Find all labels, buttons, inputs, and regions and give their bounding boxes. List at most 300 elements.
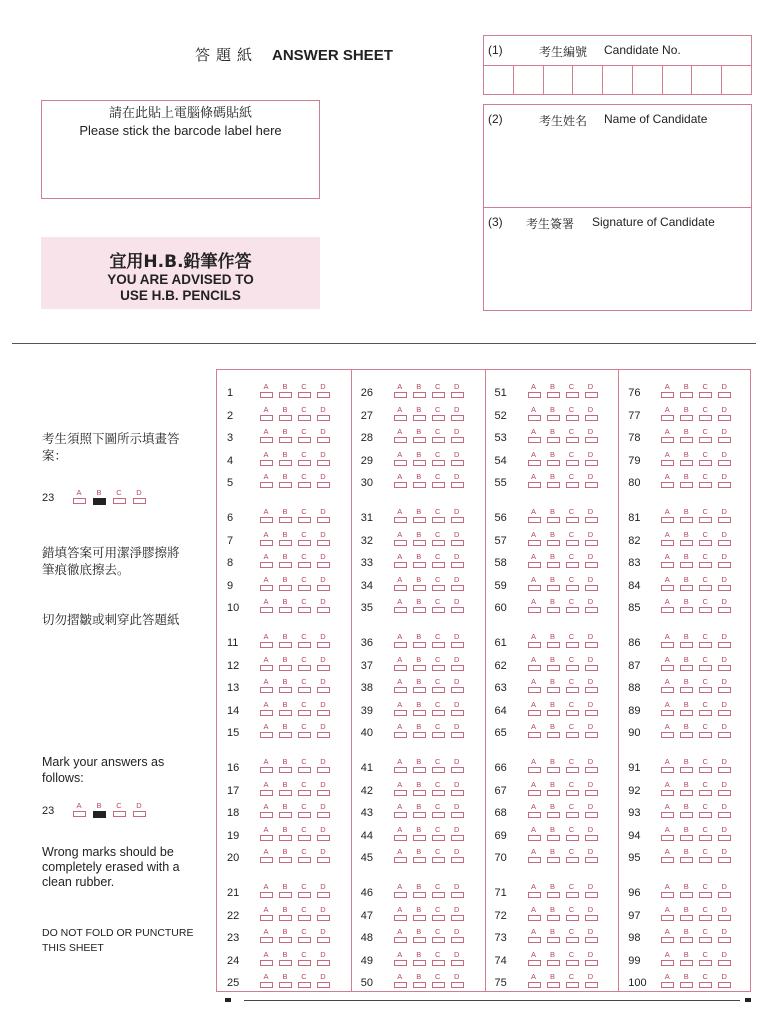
option-c-bubble[interactable] xyxy=(565,597,579,617)
option-d-bubble[interactable] xyxy=(316,472,330,492)
option-box[interactable] xyxy=(394,437,407,443)
option-box[interactable] xyxy=(451,982,464,988)
option-box[interactable] xyxy=(585,812,598,818)
option-box[interactable] xyxy=(528,687,541,693)
option-d-bubble[interactable] xyxy=(584,802,598,822)
option-box[interactable] xyxy=(566,710,579,716)
option-box[interactable] xyxy=(298,857,311,863)
option-c-bubble[interactable] xyxy=(565,632,579,652)
option-box[interactable] xyxy=(394,937,407,943)
option-c-bubble[interactable] xyxy=(565,382,579,402)
option-box[interactable] xyxy=(451,585,464,591)
option-a-bubble[interactable] xyxy=(527,677,541,697)
option-a-bubble[interactable] xyxy=(660,655,674,675)
option-b-bubble[interactable] xyxy=(546,405,560,425)
option-box[interactable] xyxy=(298,937,311,943)
option-box[interactable] xyxy=(566,482,579,488)
option-b-bubble[interactable] xyxy=(679,472,693,492)
option-box[interactable] xyxy=(661,482,674,488)
option-a-bubble[interactable] xyxy=(393,847,407,867)
option-d-bubble[interactable] xyxy=(450,905,464,925)
option-box[interactable] xyxy=(566,392,579,398)
option-b-bubble[interactable] xyxy=(679,825,693,845)
option-box[interactable] xyxy=(528,960,541,966)
option-c-bubble[interactable] xyxy=(431,450,445,470)
option-c-bubble[interactable] xyxy=(565,405,579,425)
option-c-bubble[interactable] xyxy=(297,552,311,572)
option-c-bubble[interactable] xyxy=(698,700,712,720)
option-box[interactable] xyxy=(566,437,579,443)
option-box[interactable] xyxy=(93,811,106,818)
option-b-bubble[interactable] xyxy=(278,882,292,902)
option-box[interactable] xyxy=(699,642,712,648)
option-box[interactable] xyxy=(279,892,292,898)
option-b-bubble[interactable] xyxy=(546,597,560,617)
option-a-bubble[interactable] xyxy=(393,655,407,675)
option-a-bubble[interactable] xyxy=(393,382,407,402)
option-b-bubble[interactable] xyxy=(679,927,693,947)
option-box[interactable] xyxy=(413,437,426,443)
option-box[interactable] xyxy=(394,892,407,898)
option-box[interactable] xyxy=(279,960,292,966)
option-b-bubble[interactable] xyxy=(278,552,292,572)
option-box[interactable] xyxy=(279,415,292,421)
option-box[interactable] xyxy=(718,482,731,488)
option-box[interactable] xyxy=(528,392,541,398)
option-box[interactable] xyxy=(528,892,541,898)
option-c-bubble[interactable] xyxy=(297,825,311,845)
option-c-bubble[interactable] xyxy=(698,757,712,777)
option-d-bubble[interactable] xyxy=(316,927,330,947)
option-a-bubble[interactable] xyxy=(527,405,541,425)
option-a-bubble[interactable] xyxy=(259,507,273,527)
option-c-bubble[interactable] xyxy=(297,927,311,947)
option-box[interactable] xyxy=(718,540,731,546)
option-box[interactable] xyxy=(432,710,445,716)
option-a-bubble[interactable] xyxy=(527,972,541,992)
option-box[interactable] xyxy=(566,732,579,738)
option-box[interactable] xyxy=(585,687,598,693)
option-d-bubble[interactable] xyxy=(584,427,598,447)
option-box[interactable] xyxy=(394,607,407,613)
option-box[interactable] xyxy=(317,585,330,591)
option-b-bubble[interactable] xyxy=(412,472,426,492)
option-box[interactable] xyxy=(718,460,731,466)
option-c-bubble[interactable] xyxy=(297,575,311,595)
option-c-bubble[interactable] xyxy=(565,847,579,867)
option-box[interactable] xyxy=(279,857,292,863)
option-c-bubble[interactable] xyxy=(297,905,311,925)
option-d-bubble[interactable] xyxy=(584,450,598,470)
option-b-bubble[interactable] xyxy=(679,802,693,822)
option-box[interactable] xyxy=(317,982,330,988)
option-box[interactable] xyxy=(718,982,731,988)
option-d-bubble[interactable] xyxy=(717,780,731,800)
option-box[interactable] xyxy=(260,687,273,693)
option-box[interactable] xyxy=(680,460,693,466)
option-box[interactable] xyxy=(680,892,693,898)
option-b-bubble[interactable] xyxy=(278,632,292,652)
option-box[interactable] xyxy=(680,790,693,796)
option-box[interactable] xyxy=(279,937,292,943)
option-box[interactable] xyxy=(298,960,311,966)
option-box[interactable] xyxy=(298,812,311,818)
option-b-bubble[interactable] xyxy=(278,757,292,777)
option-box[interactable] xyxy=(547,482,560,488)
option-b-bubble[interactable] xyxy=(412,405,426,425)
option-c-bubble[interactable] xyxy=(297,632,311,652)
option-box[interactable] xyxy=(279,607,292,613)
option-c-bubble[interactable] xyxy=(297,882,311,902)
option-a-bubble[interactable] xyxy=(660,847,674,867)
option-box[interactable] xyxy=(547,607,560,613)
option-a-bubble[interactable] xyxy=(259,722,273,742)
option-box[interactable] xyxy=(680,392,693,398)
option-a-bubble[interactable] xyxy=(660,757,674,777)
option-box[interactable] xyxy=(260,892,273,898)
option-b-bubble[interactable] xyxy=(546,882,560,902)
option-box[interactable] xyxy=(298,732,311,738)
option-box[interactable] xyxy=(718,585,731,591)
option-box[interactable] xyxy=(528,562,541,568)
option-box[interactable] xyxy=(133,498,146,504)
option-box[interactable] xyxy=(413,767,426,773)
option-box[interactable] xyxy=(585,460,598,466)
option-c-bubble[interactable] xyxy=(431,655,445,675)
option-c-bubble[interactable] xyxy=(297,427,311,447)
option-box[interactable] xyxy=(585,517,598,523)
option-box[interactable] xyxy=(528,937,541,943)
option-b-bubble[interactable] xyxy=(679,677,693,697)
option-box[interactable] xyxy=(680,607,693,613)
option-d-bubble[interactable] xyxy=(717,530,731,550)
option-d-bubble[interactable] xyxy=(584,927,598,947)
option-box[interactable] xyxy=(680,482,693,488)
option-box[interactable] xyxy=(279,482,292,488)
option-box[interactable] xyxy=(413,585,426,591)
option-b-bubble[interactable] xyxy=(278,847,292,867)
option-b-bubble[interactable] xyxy=(546,722,560,742)
option-box[interactable] xyxy=(413,937,426,943)
option-b-bubble[interactable] xyxy=(278,597,292,617)
option-box[interactable] xyxy=(317,687,330,693)
option-a-bubble[interactable] xyxy=(527,927,541,947)
option-box[interactable] xyxy=(699,540,712,546)
option-box[interactable] xyxy=(680,642,693,648)
option-d-bubble[interactable] xyxy=(717,597,731,617)
option-d-bubble[interactable] xyxy=(450,450,464,470)
option-c-bubble[interactable] xyxy=(698,722,712,742)
option-box[interactable] xyxy=(260,460,273,466)
candidate-digit-cell[interactable] xyxy=(663,65,693,94)
option-a-bubble[interactable] xyxy=(259,472,273,492)
option-box[interactable] xyxy=(585,665,598,671)
option-box[interactable] xyxy=(566,857,579,863)
option-box[interactable] xyxy=(413,642,426,648)
option-a-bubble[interactable] xyxy=(393,427,407,447)
option-b-bubble[interactable] xyxy=(679,597,693,617)
candidate-digit-cell[interactable] xyxy=(603,65,633,94)
option-box[interactable] xyxy=(585,540,598,546)
option-b-bubble[interactable] xyxy=(278,575,292,595)
option-box[interactable] xyxy=(317,732,330,738)
option-a-bubble[interactable] xyxy=(527,450,541,470)
option-a-bubble[interactable] xyxy=(660,950,674,970)
option-d-bubble[interactable] xyxy=(717,405,731,425)
option-d-bubble[interactable] xyxy=(450,632,464,652)
option-d-bubble[interactable] xyxy=(450,780,464,800)
option-b-bubble[interactable] xyxy=(546,950,560,970)
option-box[interactable] xyxy=(432,937,445,943)
option-b-bubble[interactable] xyxy=(546,905,560,925)
option-d-bubble[interactable] xyxy=(450,575,464,595)
option-box[interactable] xyxy=(113,498,126,504)
option-a-bubble[interactable] xyxy=(72,488,86,508)
option-box[interactable] xyxy=(699,857,712,863)
option-box[interactable] xyxy=(394,710,407,716)
option-box[interactable] xyxy=(260,710,273,716)
option-box[interactable] xyxy=(394,915,407,921)
option-b-bubble[interactable] xyxy=(546,530,560,550)
option-c-bubble[interactable] xyxy=(698,677,712,697)
option-c-bubble[interactable] xyxy=(698,802,712,822)
option-box[interactable] xyxy=(93,498,106,505)
option-box[interactable] xyxy=(718,790,731,796)
option-c-bubble[interactable] xyxy=(431,677,445,697)
option-box[interactable] xyxy=(585,790,598,796)
option-box[interactable] xyxy=(317,415,330,421)
option-c-bubble[interactable] xyxy=(565,655,579,675)
option-a-bubble[interactable] xyxy=(393,677,407,697)
option-box[interactable] xyxy=(547,540,560,546)
option-box[interactable] xyxy=(432,585,445,591)
option-box[interactable] xyxy=(566,460,579,466)
option-a-bubble[interactable] xyxy=(660,677,674,697)
option-c-bubble[interactable] xyxy=(698,905,712,925)
option-c-bubble[interactable] xyxy=(431,405,445,425)
option-box[interactable] xyxy=(260,585,273,591)
option-box[interactable] xyxy=(279,982,292,988)
option-d-bubble[interactable] xyxy=(717,507,731,527)
option-b-bubble[interactable] xyxy=(412,780,426,800)
option-a-bubble[interactable] xyxy=(259,927,273,947)
option-box[interactable] xyxy=(699,710,712,716)
option-c-bubble[interactable] xyxy=(431,927,445,947)
option-a-bubble[interactable] xyxy=(527,655,541,675)
option-box[interactable] xyxy=(279,437,292,443)
option-a-bubble[interactable] xyxy=(527,950,541,970)
option-d-bubble[interactable] xyxy=(717,802,731,822)
option-box[interactable] xyxy=(718,710,731,716)
option-box[interactable] xyxy=(528,857,541,863)
option-c-bubble[interactable] xyxy=(431,757,445,777)
option-box[interactable] xyxy=(451,767,464,773)
option-box[interactable] xyxy=(413,460,426,466)
option-a-bubble[interactable] xyxy=(660,530,674,550)
option-b-bubble[interactable] xyxy=(412,450,426,470)
option-c-bubble[interactable] xyxy=(297,530,311,550)
option-a-bubble[interactable] xyxy=(527,802,541,822)
option-c-bubble[interactable] xyxy=(698,825,712,845)
option-b-bubble[interactable] xyxy=(546,427,560,447)
option-box[interactable] xyxy=(566,687,579,693)
option-box[interactable] xyxy=(317,915,330,921)
option-box[interactable] xyxy=(451,482,464,488)
option-b-bubble[interactable] xyxy=(679,530,693,550)
option-c-bubble[interactable] xyxy=(565,575,579,595)
option-b-bubble[interactable] xyxy=(679,950,693,970)
option-d-bubble[interactable] xyxy=(450,825,464,845)
option-d-bubble[interactable] xyxy=(316,802,330,822)
option-box[interactable] xyxy=(547,857,560,863)
option-box[interactable] xyxy=(279,665,292,671)
option-box[interactable] xyxy=(298,482,311,488)
option-a-bubble[interactable] xyxy=(259,905,273,925)
option-box[interactable] xyxy=(566,540,579,546)
option-b-bubble[interactable] xyxy=(412,575,426,595)
option-a-bubble[interactable] xyxy=(393,950,407,970)
option-a-bubble[interactable] xyxy=(259,632,273,652)
option-d-bubble[interactable] xyxy=(450,847,464,867)
option-box[interactable] xyxy=(451,460,464,466)
option-b-bubble[interactable] xyxy=(412,552,426,572)
option-b-bubble[interactable] xyxy=(412,950,426,970)
candidate-digit-cell[interactable] xyxy=(633,65,663,94)
option-a-bubble[interactable] xyxy=(393,575,407,595)
option-d-bubble[interactable] xyxy=(584,780,598,800)
option-box[interactable] xyxy=(451,607,464,613)
option-c-bubble[interactable] xyxy=(698,575,712,595)
option-box[interactable] xyxy=(585,982,598,988)
option-a-bubble[interactable] xyxy=(527,905,541,925)
option-box[interactable] xyxy=(547,835,560,841)
option-a-bubble[interactable] xyxy=(259,972,273,992)
option-box[interactable] xyxy=(699,562,712,568)
option-d-bubble[interactable] xyxy=(450,677,464,697)
option-box[interactable] xyxy=(528,482,541,488)
option-c-bubble[interactable] xyxy=(431,802,445,822)
option-d-bubble[interactable] xyxy=(584,847,598,867)
option-c-bubble[interactable] xyxy=(565,802,579,822)
option-box[interactable] xyxy=(432,960,445,966)
option-box[interactable] xyxy=(413,732,426,738)
option-c-bubble[interactable] xyxy=(698,530,712,550)
option-box[interactable] xyxy=(413,835,426,841)
option-b-bubble[interactable] xyxy=(278,927,292,947)
option-box[interactable] xyxy=(432,392,445,398)
option-box[interactable] xyxy=(566,790,579,796)
option-box[interactable] xyxy=(451,732,464,738)
option-box[interactable] xyxy=(699,687,712,693)
option-b-bubble[interactable] xyxy=(412,847,426,867)
option-d-bubble[interactable] xyxy=(316,677,330,697)
option-box[interactable] xyxy=(528,982,541,988)
option-b-bubble[interactable] xyxy=(412,427,426,447)
option-d-bubble[interactable] xyxy=(316,882,330,902)
option-c-bubble[interactable] xyxy=(297,677,311,697)
option-box[interactable] xyxy=(528,460,541,466)
option-box[interactable] xyxy=(279,585,292,591)
option-box[interactable] xyxy=(680,437,693,443)
option-a-bubble[interactable] xyxy=(660,450,674,470)
option-b-bubble[interactable] xyxy=(679,700,693,720)
option-box[interactable] xyxy=(279,732,292,738)
option-box[interactable] xyxy=(317,857,330,863)
option-box[interactable] xyxy=(260,857,273,863)
option-box[interactable] xyxy=(260,607,273,613)
option-box[interactable] xyxy=(680,415,693,421)
option-box[interactable] xyxy=(298,982,311,988)
option-box[interactable] xyxy=(260,562,273,568)
option-d-bubble[interactable] xyxy=(316,530,330,550)
candidate-digit-cell[interactable] xyxy=(484,65,514,94)
option-a-bubble[interactable] xyxy=(660,405,674,425)
option-d-bubble[interactable] xyxy=(316,597,330,617)
option-a-bubble[interactable] xyxy=(660,905,674,925)
option-a-bubble[interactable] xyxy=(660,927,674,947)
option-a-bubble[interactable] xyxy=(660,972,674,992)
option-box[interactable] xyxy=(661,607,674,613)
option-a-bubble[interactable] xyxy=(660,575,674,595)
option-box[interactable] xyxy=(547,642,560,648)
option-a-bubble[interactable] xyxy=(660,632,674,652)
option-box[interactable] xyxy=(394,732,407,738)
option-b-bubble[interactable] xyxy=(278,530,292,550)
option-box[interactable] xyxy=(585,960,598,966)
option-a-bubble[interactable] xyxy=(259,802,273,822)
option-c-bubble[interactable] xyxy=(565,450,579,470)
option-box[interactable] xyxy=(451,437,464,443)
option-a-bubble[interactable] xyxy=(527,700,541,720)
option-c-bubble[interactable] xyxy=(565,722,579,742)
option-d-bubble[interactable] xyxy=(450,802,464,822)
option-d-bubble[interactable] xyxy=(450,427,464,447)
option-a-bubble[interactable] xyxy=(259,757,273,777)
option-box[interactable] xyxy=(260,915,273,921)
option-box[interactable] xyxy=(432,607,445,613)
option-d-bubble[interactable] xyxy=(584,677,598,697)
option-d-bubble[interactable] xyxy=(316,382,330,402)
option-b-bubble[interactable] xyxy=(278,802,292,822)
option-box[interactable] xyxy=(718,960,731,966)
option-b-bubble[interactable] xyxy=(278,972,292,992)
option-b-bubble[interactable] xyxy=(412,507,426,527)
option-d-bubble[interactable] xyxy=(584,575,598,595)
option-box[interactable] xyxy=(432,812,445,818)
option-box[interactable] xyxy=(260,540,273,546)
option-d-bubble[interactable] xyxy=(450,722,464,742)
option-box[interactable] xyxy=(298,790,311,796)
option-box[interactable] xyxy=(547,437,560,443)
option-d-bubble[interactable] xyxy=(584,825,598,845)
option-d-bubble[interactable] xyxy=(717,427,731,447)
option-d-bubble[interactable] xyxy=(316,972,330,992)
option-d-bubble[interactable] xyxy=(584,757,598,777)
option-box[interactable] xyxy=(566,517,579,523)
option-a-bubble[interactable] xyxy=(527,825,541,845)
option-b-bubble[interactable] xyxy=(679,972,693,992)
option-box[interactable] xyxy=(528,607,541,613)
option-c-bubble[interactable] xyxy=(565,757,579,777)
option-box[interactable] xyxy=(413,982,426,988)
option-box[interactable] xyxy=(451,857,464,863)
option-box[interactable] xyxy=(298,892,311,898)
candidate-digit-cell[interactable] xyxy=(573,65,603,94)
option-box[interactable] xyxy=(547,460,560,466)
option-d-bubble[interactable] xyxy=(316,780,330,800)
option-box[interactable] xyxy=(394,767,407,773)
option-b-bubble[interactable] xyxy=(412,905,426,925)
